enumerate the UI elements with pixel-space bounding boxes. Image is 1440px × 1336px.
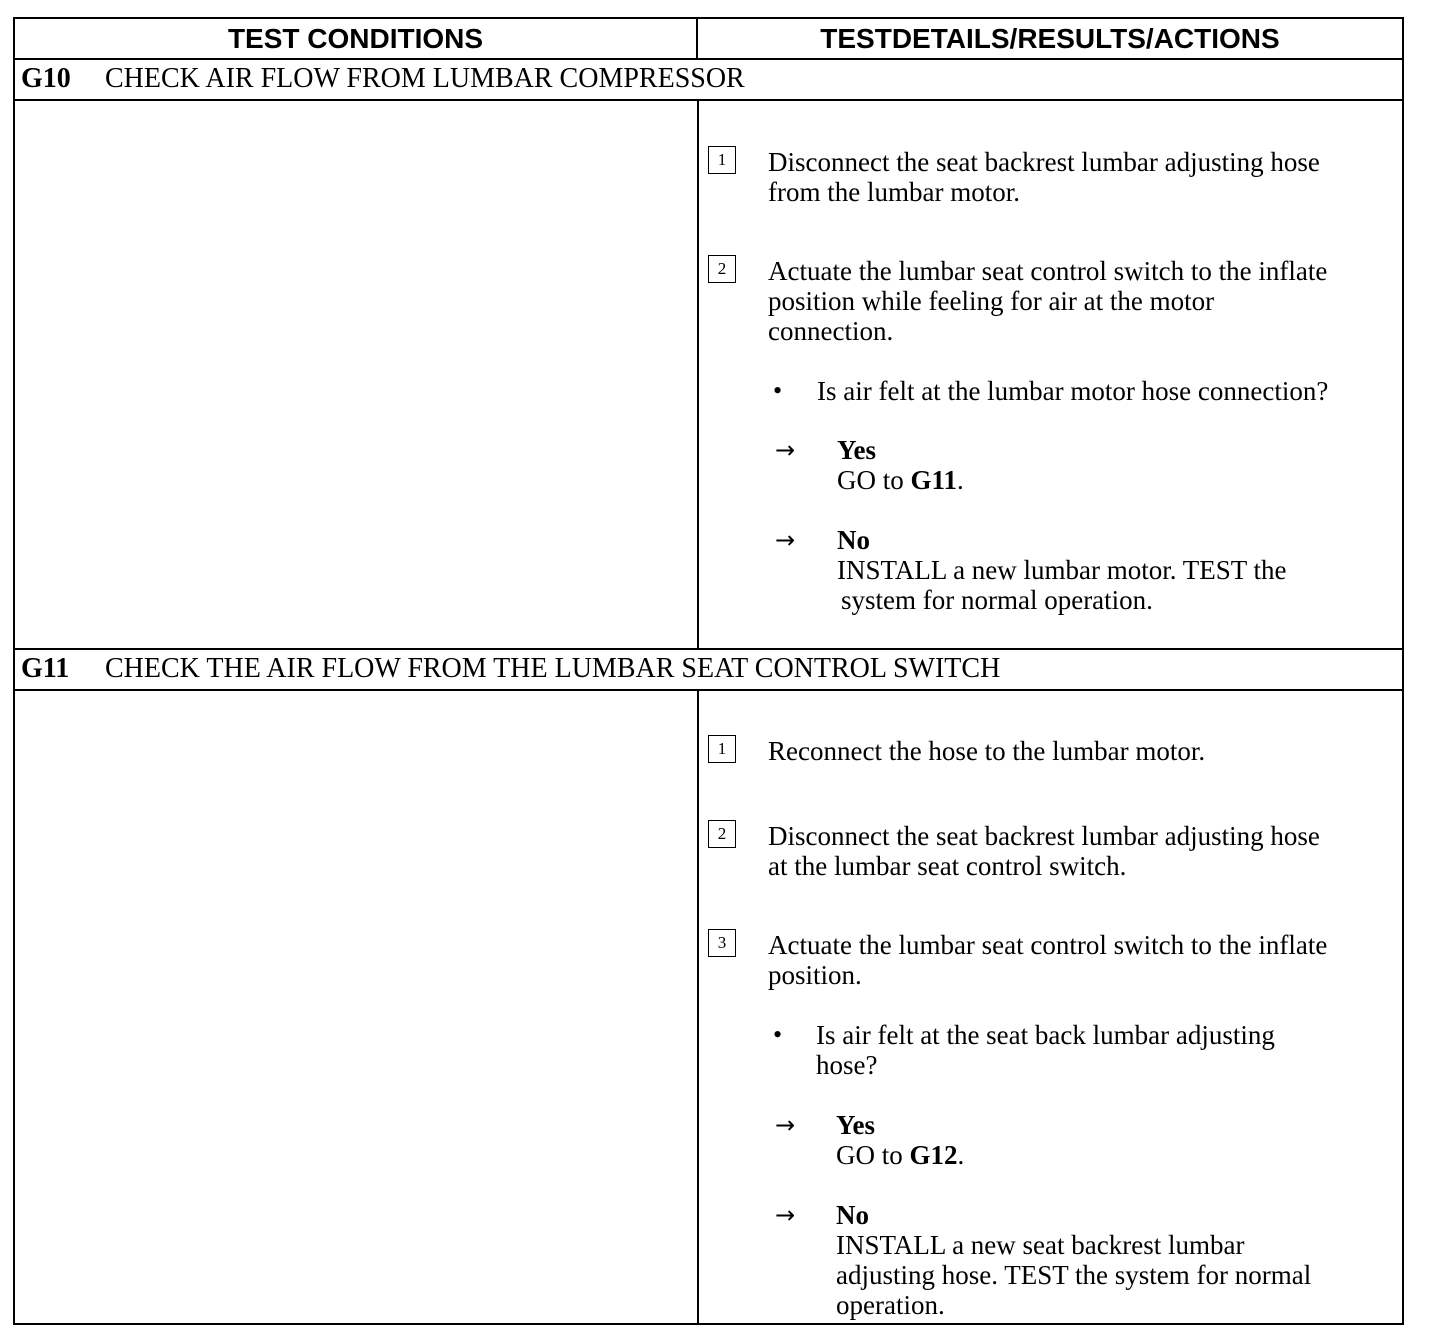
step-number-box: 1 — [708, 735, 736, 763]
question-line: Is air felt at the lumbar motor hose connection? — [817, 376, 1329, 406]
step-number-box: 3 — [708, 929, 736, 957]
no-action-line: adjusting hose. TEST the system for normal — [836, 1260, 1312, 1290]
step-line: position. — [768, 960, 862, 990]
action-text: GO to — [837, 465, 911, 495]
question-line: hose? — [816, 1050, 878, 1080]
yes-label: Yes — [836, 1110, 875, 1140]
step-number-box: 2 — [708, 255, 736, 283]
yes-label: Yes — [837, 435, 876, 465]
section-code: G11 — [21, 653, 70, 684]
bullet-icon: • — [773, 376, 783, 405]
arrow-right-icon: → — [775, 436, 796, 464]
arrow-right-icon: → — [775, 1201, 796, 1229]
question-line: Is air felt at the seat back lumbar adjusting — [816, 1020, 1275, 1050]
step-text — [768, 930, 1327, 990]
column-divider — [697, 101, 699, 648]
step-text — [768, 147, 1320, 207]
header-test-details: TESTDETAILS/RESULTS/ACTIONS — [820, 23, 1280, 54]
step-number-box: 2 — [708, 820, 736, 848]
goto-reference: G12 — [909, 1140, 958, 1170]
step-text — [768, 736, 1205, 766]
yes-result — [836, 1110, 964, 1170]
section-code: G10 — [21, 63, 71, 94]
step-line: Disconnect the seat backrest lumbar adjusting hose — [768, 821, 1320, 851]
step-line: Actuate the lumbar seat control switch to the inflate — [768, 256, 1328, 286]
step-line: Reconnect the hose to the lumbar motor. — [768, 736, 1206, 766]
arrow-right-icon: → — [775, 526, 796, 554]
no-action-line: INSTALL a new lumbar motor. TEST the — [837, 555, 1287, 585]
step-line: at the lumbar seat control switch. — [768, 851, 1127, 881]
step-text — [768, 821, 1320, 881]
no-label: No — [836, 1200, 869, 1230]
header-test-conditions: TEST CONDITIONS — [15, 19, 698, 58]
step-line: Actuate the lumbar seat control switch to the inflate — [768, 930, 1328, 960]
action-text: . — [957, 465, 964, 495]
section-heading: CHECK AIR FLOW FROM LUMBAR COMPRESSOR — [105, 63, 745, 94]
section-heading: CHECK THE AIR FLOW FROM THE LUMBAR SEAT CONTROL SWITCH — [105, 653, 1001, 684]
step-line: position while feeling for air at the motor — [768, 286, 1215, 316]
action-text: GO to — [836, 1140, 910, 1170]
action-text: . — [957, 1140, 965, 1170]
goto-reference: G11 — [910, 465, 958, 495]
diagnostic-table — [13, 17, 1404, 1325]
no-action-line: operation. — [836, 1290, 945, 1320]
table-header — [15, 19, 1402, 60]
section-g10-body — [15, 101, 1402, 650]
question-text — [816, 1020, 1275, 1080]
yes-action — [837, 465, 964, 495]
column-divider — [697, 691, 699, 1323]
no-result — [836, 1200, 1311, 1320]
arrow-right-icon: → — [775, 1111, 796, 1139]
section-g10-title — [15, 60, 1402, 101]
no-action-line: system for normal operation. — [841, 585, 1153, 615]
no-label: No — [837, 525, 870, 555]
step-line: from the lumbar motor. — [768, 177, 1020, 207]
step-line: Disconnect the seat backrest lumbar adjusting hose — [768, 147, 1320, 177]
yes-result — [837, 435, 964, 495]
no-action-line: INSTALL a new seat backrest lumbar — [836, 1230, 1245, 1260]
step-line: connection. — [768, 316, 894, 346]
yes-action — [836, 1140, 964, 1170]
section-g11-body — [15, 691, 1402, 1323]
section-g11-title — [15, 650, 1402, 691]
no-result — [837, 525, 1287, 615]
step-text — [768, 256, 1327, 346]
bullet-icon: • — [773, 1020, 783, 1049]
step-number-box: 1 — [708, 146, 736, 174]
question-text — [817, 376, 1328, 406]
